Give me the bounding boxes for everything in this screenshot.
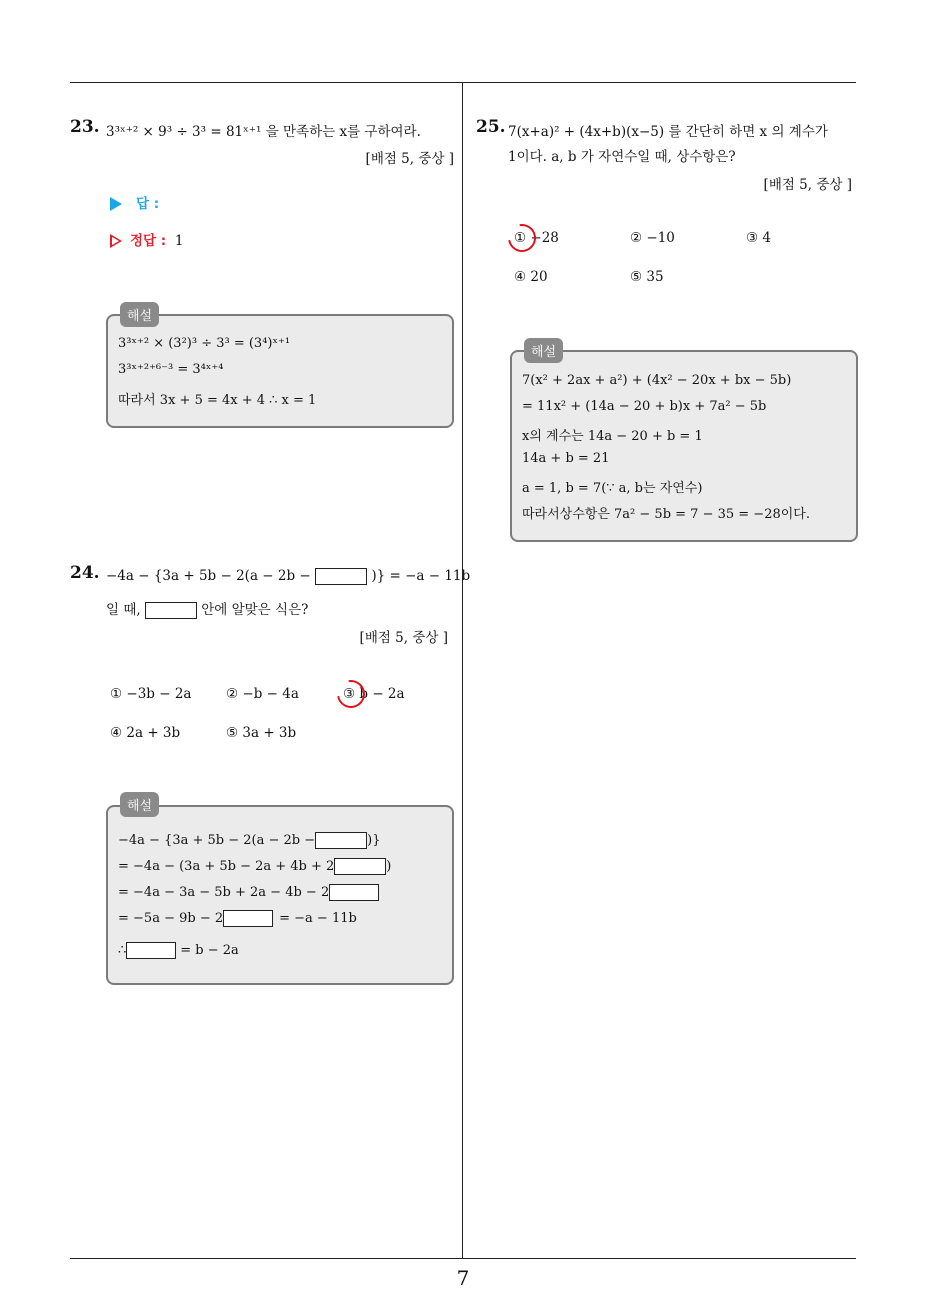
q24-solution-line-5 xyxy=(118,942,239,959)
q23-answer-label: 답 : xyxy=(136,196,160,212)
q25-score: [배점 5, 중상 ] xyxy=(763,177,852,193)
q24-sol3-blank xyxy=(329,884,379,901)
q24-sol4-left: = −5a − 9b − 2 xyxy=(118,911,224,926)
q25-solution-line-3: x의 계수는 14a − 20 + b = 1 xyxy=(522,429,703,444)
q24-number: 24. xyxy=(70,563,100,583)
q23-correct-row xyxy=(110,229,183,249)
q25-solution-line-2: = 11x² + (14a − 20 + b)x + 7a² − 5b xyxy=(522,399,767,414)
q25-text-1: 7(x+a)² + (4x+b)(x−5) 를 간단히 하면 x 의 계수가 xyxy=(508,124,828,140)
q24-option-1[interactable]: ① −3b − 2a xyxy=(110,686,192,702)
q24-sol2-left: = −4a − (3a + 5b − 2a + 4b + 2 xyxy=(118,859,335,874)
play-arrow-icon xyxy=(110,197,122,211)
q24-blank-box xyxy=(315,568,367,585)
q24-sol5-right: = b − 2a xyxy=(180,943,239,958)
q23-score: [배점 5, 중상 ] xyxy=(365,151,454,167)
q24-option-4[interactable]: ④ 2a + 3b xyxy=(110,725,181,741)
q24-sol1-right: )} xyxy=(367,833,381,848)
q24-line2-left: 일 때, xyxy=(106,602,141,618)
top-rule xyxy=(70,82,856,83)
q24-solution-line-3 xyxy=(118,884,379,901)
q25-option-1[interactable]: ① −28 xyxy=(514,230,559,246)
q24-solution-tab: 해설 xyxy=(120,792,159,817)
q24-equation-left: −4a − {3a + 5b − 2(a − 2b − xyxy=(106,568,311,584)
q24-correct-circle-mark xyxy=(332,675,371,714)
q25-number: 25. xyxy=(476,117,506,137)
q24-sol3-left: = −4a − 3a − 5b + 2a − 4b − 2 xyxy=(118,885,330,900)
q24-sol4-right: = −a − 11b xyxy=(279,911,357,926)
q23-correct-value: 1 xyxy=(174,233,184,249)
q24-option-2[interactable]: ② −b − 4a xyxy=(226,686,299,702)
q25-option-5[interactable]: ⑤ 35 xyxy=(630,269,664,285)
q23-correct-label: 정답 : xyxy=(130,233,167,249)
q25-solution-line-5: a = 1, b = 7(∵ a, b는 자연수) xyxy=(522,481,703,496)
q25-option-3[interactable]: ③ 4 xyxy=(746,230,771,246)
q24-solution-line-1 xyxy=(118,832,380,849)
q24-sol1-left: −4a − {3a + 5b − 2(a − 2b − xyxy=(118,833,316,848)
q25-solution-line-1: 7(x² + 2ax + a²) + (4x² − 20x + bx − 5b) xyxy=(522,373,792,388)
q24-sol2-blank xyxy=(334,858,386,875)
q25-option-2[interactable]: ② −10 xyxy=(630,230,675,246)
q24-blank-box-2 xyxy=(145,602,197,619)
page-number: 7 xyxy=(456,1266,470,1290)
q23-solution-line-2: 3³ˣ⁺²⁺⁶⁻³ = 3⁴ˣ⁺⁴ xyxy=(118,362,224,377)
q24-score: [배점 5, 중상 ] xyxy=(359,630,448,646)
q23-solution-line-3: 따라서 3x + 5 = 4x + 4 ∴ x = 1 xyxy=(118,393,317,408)
q25-solution-tab: 해설 xyxy=(524,338,563,363)
q24-solution-line-2 xyxy=(118,858,391,875)
column-divider xyxy=(462,82,463,1258)
q24-sol5-left: ∴ xyxy=(118,943,127,958)
q24-option-5[interactable]: ⑤ 3a + 3b xyxy=(226,725,297,741)
q23-solution-line-1: 3³ˣ⁺² × (3²)³ ÷ 3³ = (3⁴)ˣ⁺¹ xyxy=(118,336,291,351)
bottom-rule xyxy=(70,1258,856,1259)
q25-correct-circle-mark xyxy=(503,219,542,258)
q24-sol2-right: ) xyxy=(386,859,392,874)
q25-solution-line-4: 14a + b = 21 xyxy=(522,451,610,466)
q23-answer-row xyxy=(110,192,159,212)
q24-sol1-blank xyxy=(315,832,367,849)
q24-solution-line-4 xyxy=(118,910,357,927)
q23-solution-tab: 해설 xyxy=(120,302,159,327)
q25-solution-line-6: 따라서상수항은 7a² − 5b = 7 − 35 = −28이다. xyxy=(522,507,810,522)
q24-sol5-blank xyxy=(126,942,176,959)
q25-text-2: 1이다. a, b 가 자연수일 때, 상수항은? xyxy=(508,149,736,165)
q24-equation-right: )} = −a − 11b xyxy=(371,568,471,584)
q23-number: 23. xyxy=(70,117,100,137)
q24-option-3[interactable]: ③ b − 2a xyxy=(343,686,405,702)
q24-line-2 xyxy=(106,598,308,619)
q23-text: 3³ˣ⁺² × 9³ ÷ 3³ = 81ˣ⁺¹ 을 만족하는 x를 구하여라. xyxy=(106,124,421,140)
q25-option-4[interactable]: ④ 20 xyxy=(514,269,548,285)
q24-equation xyxy=(106,568,470,585)
q24-line2-right: 안에 알맞은 식은? xyxy=(201,602,309,618)
outline-arrow-icon xyxy=(110,234,122,248)
q24-sol4-blank xyxy=(223,910,273,927)
